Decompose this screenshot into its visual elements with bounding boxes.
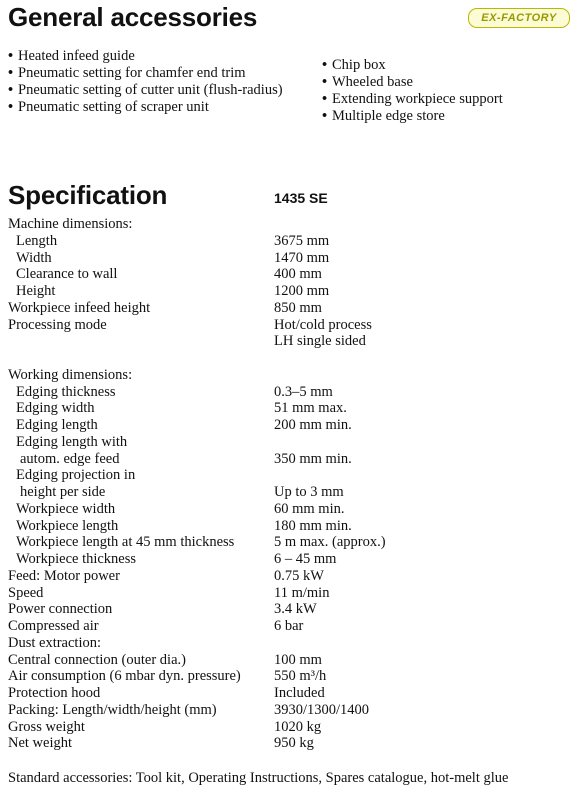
spec-row	[8, 601, 575, 618]
list-item: • Chip box	[322, 57, 503, 74]
spec-label: Power connection	[8, 601, 113, 618]
spec-value: 3675 mm	[274, 232, 330, 249]
spec-row	[8, 266, 575, 283]
spec-row	[8, 434, 575, 451]
list-item: • Pneumatic setting of scraper unit	[8, 99, 283, 116]
spec-label: Edging length with	[16, 433, 128, 450]
spec-value: 60 mm min.	[274, 500, 345, 517]
spec-row	[8, 300, 575, 317]
spec-label: Edging length	[16, 417, 98, 433]
spec-label: Central connection (outer dia.)	[8, 651, 186, 668]
spec-value: 1200 mm	[274, 283, 330, 299]
spec-label: autom. edge feed	[20, 450, 120, 467]
spec-row	[8, 534, 575, 551]
spec-value: 11 m/min	[274, 584, 330, 601]
spec-row	[8, 283, 575, 300]
spec-value: 180 mm min.	[274, 517, 352, 534]
spec-value: 1020 kg	[274, 718, 322, 735]
list-item: • Pneumatic setting of cutter unit (flush-radius)	[8, 82, 283, 99]
spec-label: Clearance to wall	[16, 266, 118, 283]
spec-label: Feed: Motor power	[8, 567, 120, 584]
standard-accessories-line: Standard accessories: Tool kit, Operating Instructions, Spares catalogue, hot-melt glue	[8, 770, 509, 786]
list-item: • Pneumatic setting for chamfer end trim	[8, 65, 283, 82]
spec-label: Workpiece thickness	[16, 551, 137, 567]
spec-row	[8, 735, 575, 752]
spec-row	[8, 719, 575, 736]
spec-value: 850 mm	[274, 299, 322, 316]
spec-label: Edging projection in	[16, 467, 136, 484]
spec-label: Speed	[8, 584, 44, 601]
spec-row	[8, 702, 575, 719]
spec-value: Up to 3 mm	[274, 484, 344, 500]
spec-row	[8, 216, 575, 233]
specification-title: Specification	[8, 180, 168, 210]
spec-label: Workpiece length at 45 mm thickness	[16, 534, 235, 551]
spec-value: 51 mm max.	[274, 400, 347, 417]
spec-label: Machine dimensions:	[8, 216, 133, 232]
spec-row	[8, 333, 575, 350]
spec-row	[8, 685, 575, 702]
spec-label: Edging thickness	[16, 383, 116, 400]
spec-value: 5 m max. (approx.)	[274, 534, 386, 551]
spec-row	[8, 467, 575, 484]
spec-row	[8, 668, 575, 685]
specification-table	[8, 216, 575, 752]
spec-value: 3930/1300/1400	[274, 701, 370, 718]
spacer	[8, 350, 575, 367]
spec-value: 350 mm min.	[274, 450, 352, 467]
spec-row	[8, 250, 575, 267]
spec-label: Length	[16, 232, 58, 249]
spec-row	[8, 652, 575, 669]
spec-value: 1470 mm	[274, 249, 330, 266]
spec-label: Gross weight	[8, 718, 85, 735]
general-accessories-list-right	[322, 57, 503, 125]
spec-value: 6 bar	[274, 618, 304, 634]
spec-value: LH single sided	[274, 333, 366, 350]
spec-row	[8, 484, 575, 501]
spec-label: Workpiece length	[16, 517, 119, 534]
spec-row	[8, 451, 575, 468]
general-accessories-list-left	[8, 48, 283, 116]
list-item: • Heated infeed guide	[8, 48, 283, 65]
spec-value: 3.4 kW	[274, 601, 317, 618]
general-accessories-title: General accessories	[8, 2, 258, 32]
list-item: • Extending workpiece support	[322, 91, 503, 108]
spec-row	[8, 400, 575, 417]
model-number: 1435 SE	[274, 190, 328, 206]
spec-label: Height	[16, 283, 56, 299]
spec-row	[8, 518, 575, 535]
spec-label	[8, 333, 274, 350]
spec-label: Edging width	[16, 400, 95, 417]
spec-label: Compressed air	[8, 618, 99, 634]
spec-value: Hot/cold process	[274, 316, 372, 333]
spec-value: Included	[274, 685, 325, 701]
spec-label: height per side	[20, 484, 106, 500]
spec-label: Workpiece width	[16, 500, 116, 517]
spec-row	[8, 618, 575, 635]
spec-value: 6 – 45 mm	[274, 551, 337, 567]
spec-row	[8, 417, 575, 434]
spec-label: Air consumption (6 mbar dyn. pressure)	[8, 668, 241, 685]
spec-row	[8, 317, 575, 334]
spec-value: 950 kg	[274, 735, 314, 752]
spec-row	[8, 233, 575, 250]
spec-row	[8, 585, 575, 602]
spec-value: 0.3–5 mm	[274, 383, 333, 400]
spec-label: Workpiece infeed height	[8, 299, 151, 316]
spec-label: Dust extraction:	[8, 634, 102, 651]
spec-label: Processing mode	[8, 316, 107, 333]
spec-label: Packing: Length/width/height (mm)	[8, 701, 217, 718]
list-item: • Multiple edge store	[322, 108, 503, 125]
spec-label: Protection hood	[8, 685, 101, 701]
spec-value: 0.75 kW	[274, 567, 324, 584]
spec-value: 400 mm	[274, 266, 322, 283]
spec-label: Working dimensions:	[8, 366, 133, 383]
spec-row	[8, 367, 575, 384]
spec-value: 550 m³/h	[274, 668, 327, 685]
spec-label: Width	[16, 249, 52, 266]
spec-label: Net weight	[8, 735, 73, 752]
spec-value: 200 mm min.	[274, 417, 352, 433]
list-item: • Wheeled base	[322, 74, 503, 91]
spec-row	[8, 635, 575, 652]
spec-row	[8, 568, 575, 585]
spec-row	[8, 384, 575, 401]
spec-row	[8, 551, 575, 568]
spec-value: 100 mm	[274, 651, 322, 668]
spec-row	[8, 501, 575, 518]
ex-factory-logo: EX-FACTORY	[468, 8, 570, 28]
